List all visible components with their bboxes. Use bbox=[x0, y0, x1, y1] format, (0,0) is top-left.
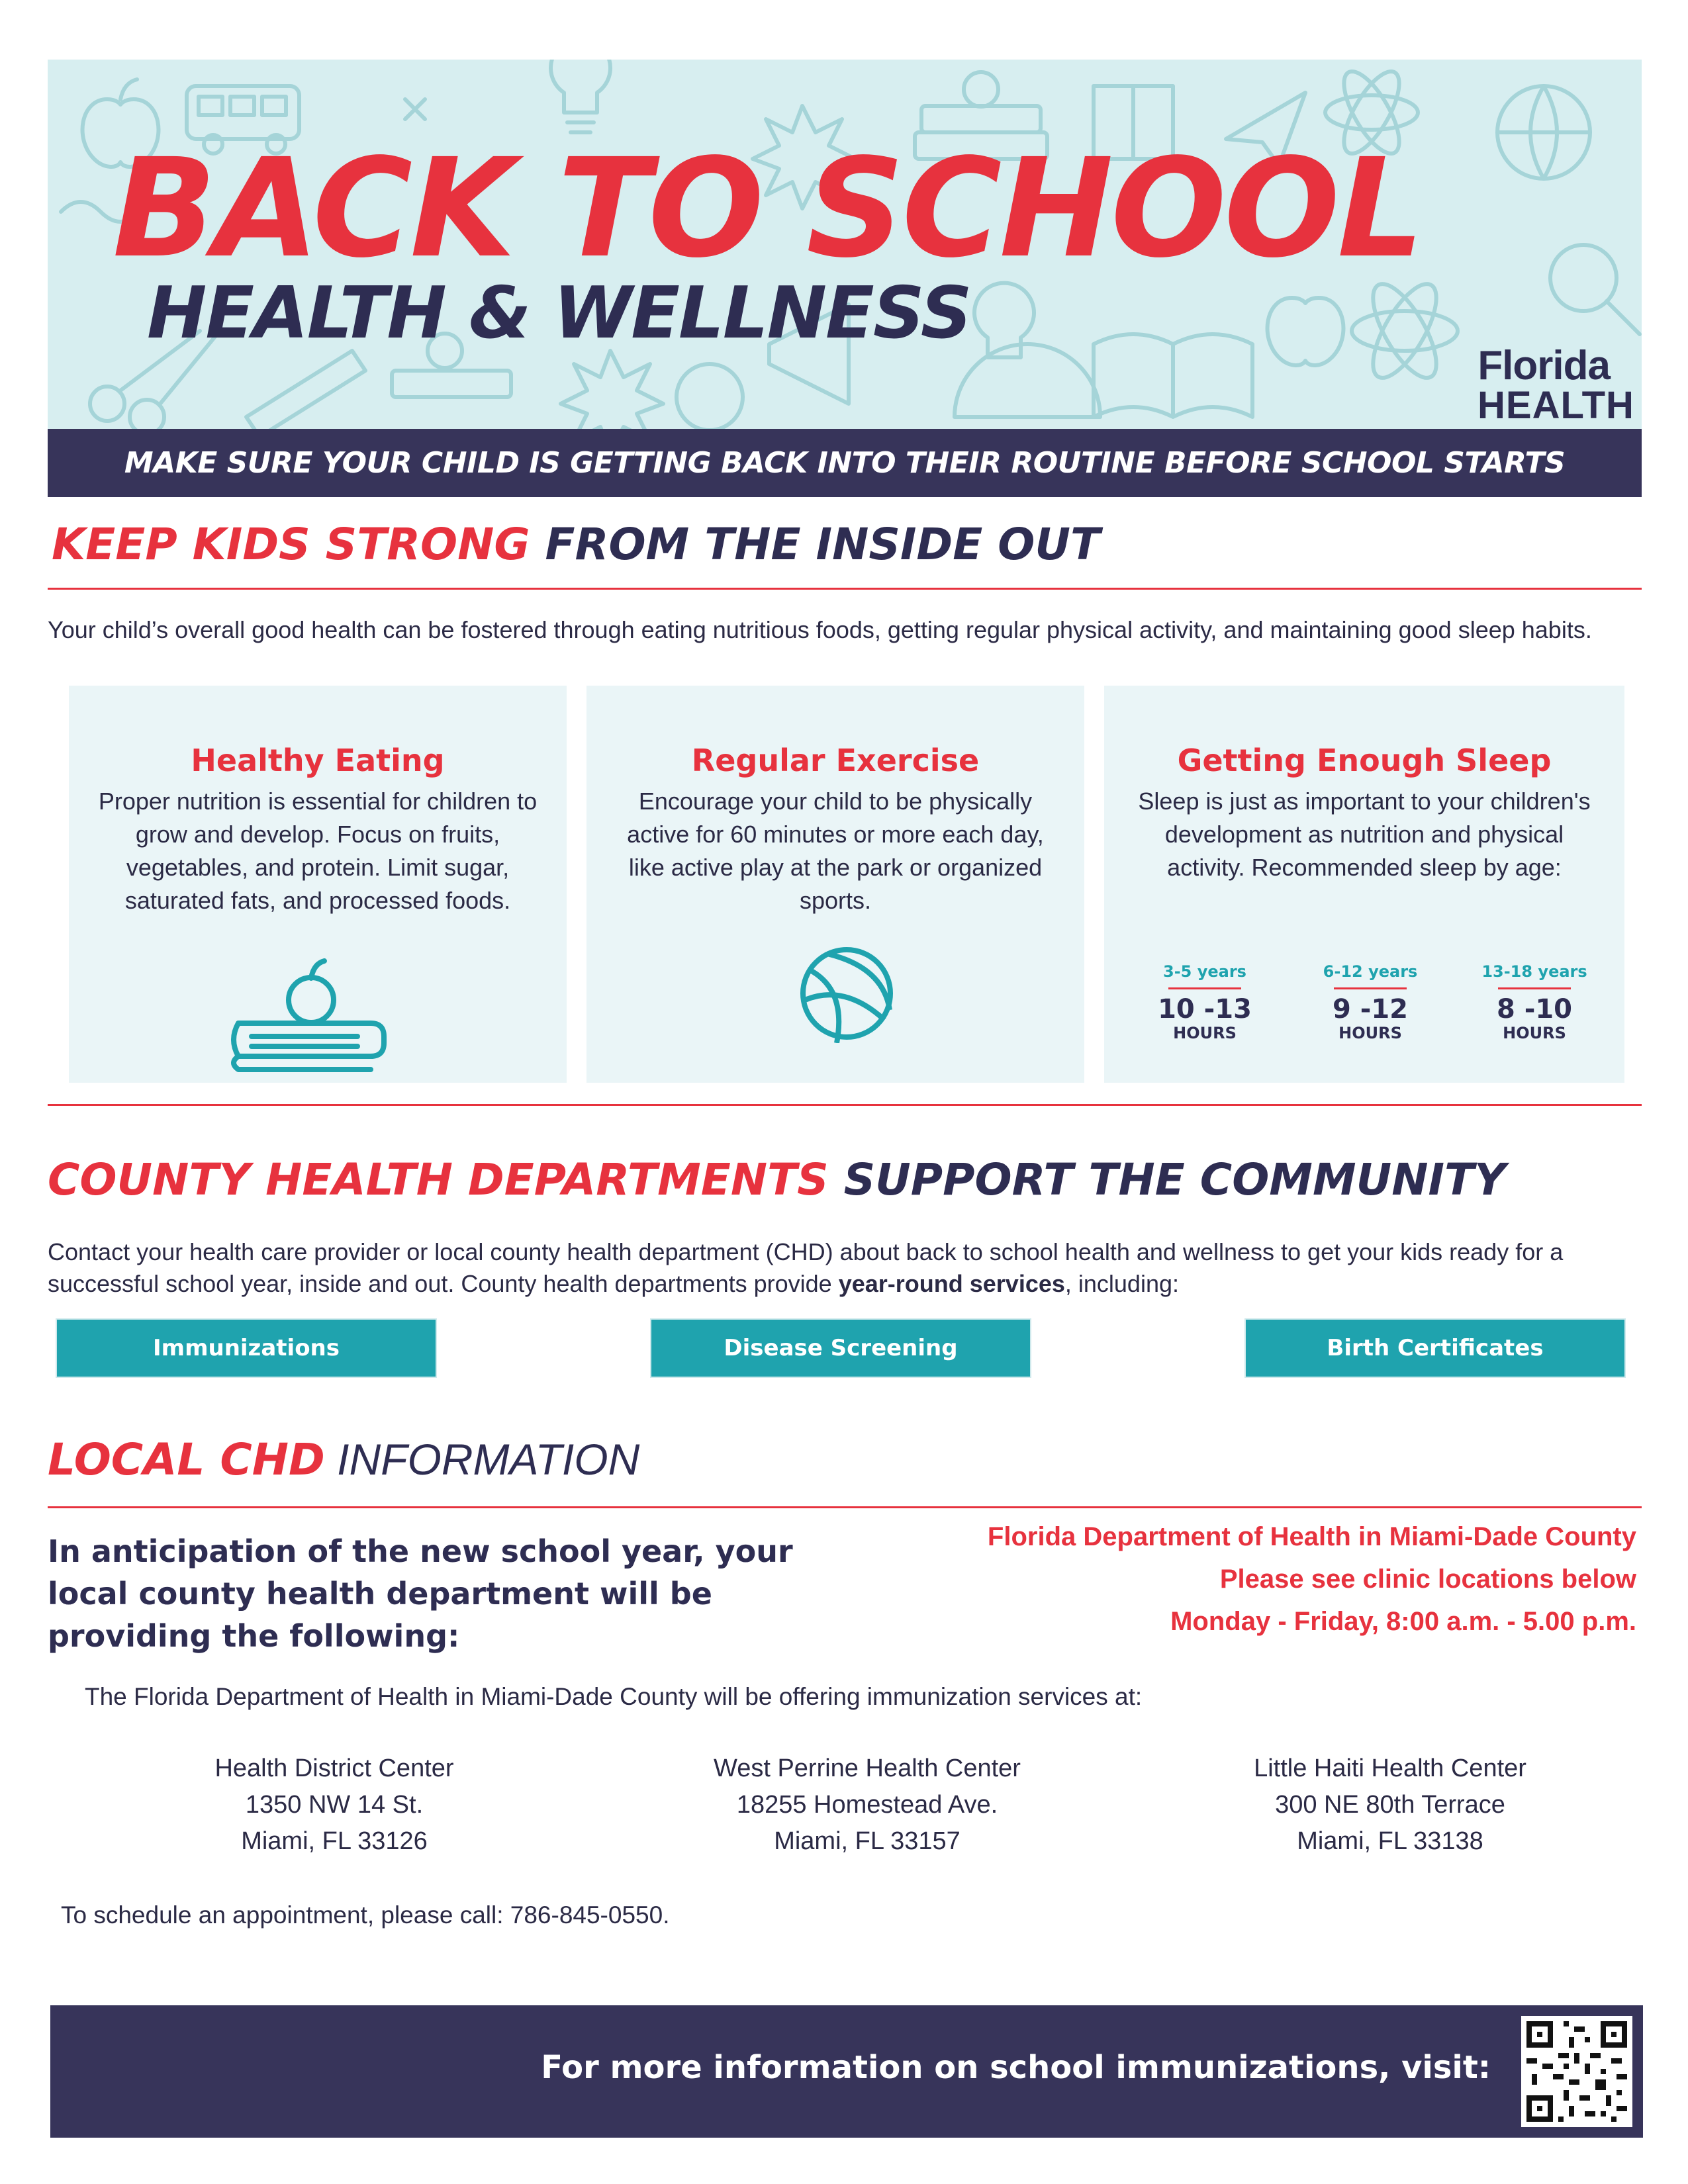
location-little-haiti bbox=[1175, 1751, 1605, 1860]
card-text: Proper nutrition is essential for children to grow and develop. Focus on fruits, vegetables, and protein. Limit sugar, saturated fats, and processed foods. bbox=[98, 788, 538, 914]
location-city: Miami, FL 33138 bbox=[1297, 1827, 1483, 1855]
apple-on-book-icon bbox=[225, 950, 397, 1076]
section-divider bbox=[48, 588, 1642, 590]
text-plain: Contact your health care provider or local county health department (CHD) about back to school health and wellness to get your kids ready for a successful school year, inside and out. County health departments provide bbox=[48, 1238, 1564, 1297]
page-title: BACK TO SCHOOL bbox=[113, 129, 1422, 288]
footer-banner bbox=[50, 2005, 1643, 2138]
sleep-divider bbox=[1168, 987, 1241, 989]
qr-code-icon[interactable] bbox=[1521, 2016, 1632, 2127]
banner-text: MAKE SURE YOUR CHILD IS GETTING BACK INTO THEIR ROUTINE BEFORE SCHOOL STARTS bbox=[124, 446, 1566, 480]
florida-health-logo bbox=[1477, 343, 1634, 427]
dept-note: Please see clinic locations below bbox=[1219, 1565, 1636, 1594]
heading-red-part: COUNTY HEALTH DEPARTMENTS bbox=[48, 1154, 829, 1205]
location-street: 300 NE 80th Terrace bbox=[1275, 1791, 1505, 1819]
sleep-unit: HOURS bbox=[1503, 1024, 1566, 1042]
location-west-perrine bbox=[652, 1751, 1082, 1860]
text-bold: year-round services bbox=[838, 1270, 1065, 1297]
sleep-hours: 10 -13 bbox=[1158, 994, 1252, 1024]
footer-text: For more information on school immunizations, visit: bbox=[541, 2049, 1491, 2086]
qr-code-graphic bbox=[1521, 2016, 1632, 2127]
dept-name: Florida Department of Health in Miami-Dade County bbox=[987, 1522, 1636, 1551]
sleep-age-group bbox=[1297, 962, 1443, 1042]
card-healthy-eating bbox=[69, 686, 567, 1083]
card-getting-enough-sleep bbox=[1104, 686, 1624, 1083]
heading-navy-part: SUPPORT THE COMMUNITY bbox=[828, 1154, 1506, 1205]
service-immunizations: Immunizations bbox=[57, 1320, 436, 1377]
location-street: 18255 Homestead Ave. bbox=[736, 1791, 998, 1819]
location-city: Miami, FL 33126 bbox=[241, 1827, 428, 1855]
section-divider bbox=[48, 1104, 1642, 1106]
card-title: Getting Enough Sleep bbox=[1177, 743, 1552, 778]
sleep-hours: 8 -10 bbox=[1496, 994, 1573, 1024]
dept-contact-block bbox=[827, 1516, 1636, 1643]
sleep-unit: HOURS bbox=[1338, 1024, 1402, 1042]
heading-navy-part: INFORMATION bbox=[324, 1435, 640, 1484]
sleep-age: 6-12 years bbox=[1323, 962, 1418, 981]
header-hero bbox=[48, 60, 1642, 429]
page-subtitle: HEALTH & WELLNESS bbox=[147, 272, 971, 355]
sleep-age-group bbox=[1462, 962, 1607, 1042]
sleep-unit: HOURS bbox=[1173, 1024, 1237, 1042]
heading-red-part: LOCAL CHD bbox=[48, 1434, 325, 1485]
location-name: Little Haiti Health Center bbox=[1254, 1754, 1526, 1782]
sleep-divider bbox=[1498, 987, 1571, 989]
service-birth-certificates: Birth Certificates bbox=[1246, 1320, 1624, 1377]
logo-line-florida: Florida bbox=[1477, 343, 1610, 388]
location-street: 1350 NW 14 St. bbox=[245, 1791, 424, 1819]
text-plain: , including: bbox=[1064, 1270, 1179, 1297]
dept-hours: Monday - Friday, 8:00 a.m. - 5.00 p.m. bbox=[1170, 1607, 1636, 1636]
section-local-chd-heading bbox=[48, 1434, 640, 1485]
sleep-divider bbox=[1334, 987, 1407, 989]
location-city: Miami, FL 33157 bbox=[774, 1827, 961, 1855]
sleep-age: 13-18 years bbox=[1481, 962, 1587, 981]
section-county-heading bbox=[48, 1154, 1506, 1205]
card-title: Regular Exercise bbox=[691, 743, 980, 778]
heading-red-part: KEEP KIDS STRONG bbox=[52, 519, 530, 570]
routine-banner bbox=[48, 429, 1642, 497]
section-divider bbox=[48, 1506, 1642, 1508]
schedule-appointment: To schedule an appointment, please call: 786-845-0550. bbox=[61, 1901, 670, 1929]
card-regular-exercise bbox=[586, 686, 1084, 1083]
sleep-age-group bbox=[1132, 962, 1278, 1042]
service-disease-screening: Disease Screening bbox=[651, 1320, 1030, 1377]
sleep-hours: 9 -12 bbox=[1332, 994, 1409, 1024]
card-title: Healthy Eating bbox=[191, 743, 445, 778]
location-name: West Perrine Health Center bbox=[714, 1754, 1021, 1782]
logo-line-health: HEALTH bbox=[1477, 384, 1634, 427]
location-health-district bbox=[119, 1751, 549, 1860]
section-keep-kids-heading bbox=[52, 519, 1100, 570]
card-text: Sleep is just as important to your children's development as nutrition and physical activity. Recommended sleep by age: bbox=[1138, 788, 1591, 881]
immunization-offering: The Florida Department of Health in Miami-Dade County will be offering immunization services at: bbox=[85, 1683, 1143, 1710]
section1-intro: Your child’s overall good health can be fostered through eating nutritious foods, getting regular physical activity, and maintaining good sleep habits. bbox=[48, 616, 1592, 643]
card-text: Encourage your child to be physically active for 60 minutes or more each day, like active play at the park or organized sports. bbox=[627, 788, 1044, 914]
heading-navy-part: FROM THE INSIDE OUT bbox=[530, 519, 1100, 570]
basketball-icon bbox=[797, 944, 896, 1043]
section2-text bbox=[48, 1236, 1643, 1300]
sleep-age: 3-5 years bbox=[1163, 962, 1246, 981]
location-name: Health District Center bbox=[214, 1754, 454, 1782]
local-chd-lead: In anticipation of the new school year, your local county health department will be providing the following: bbox=[48, 1533, 793, 1654]
